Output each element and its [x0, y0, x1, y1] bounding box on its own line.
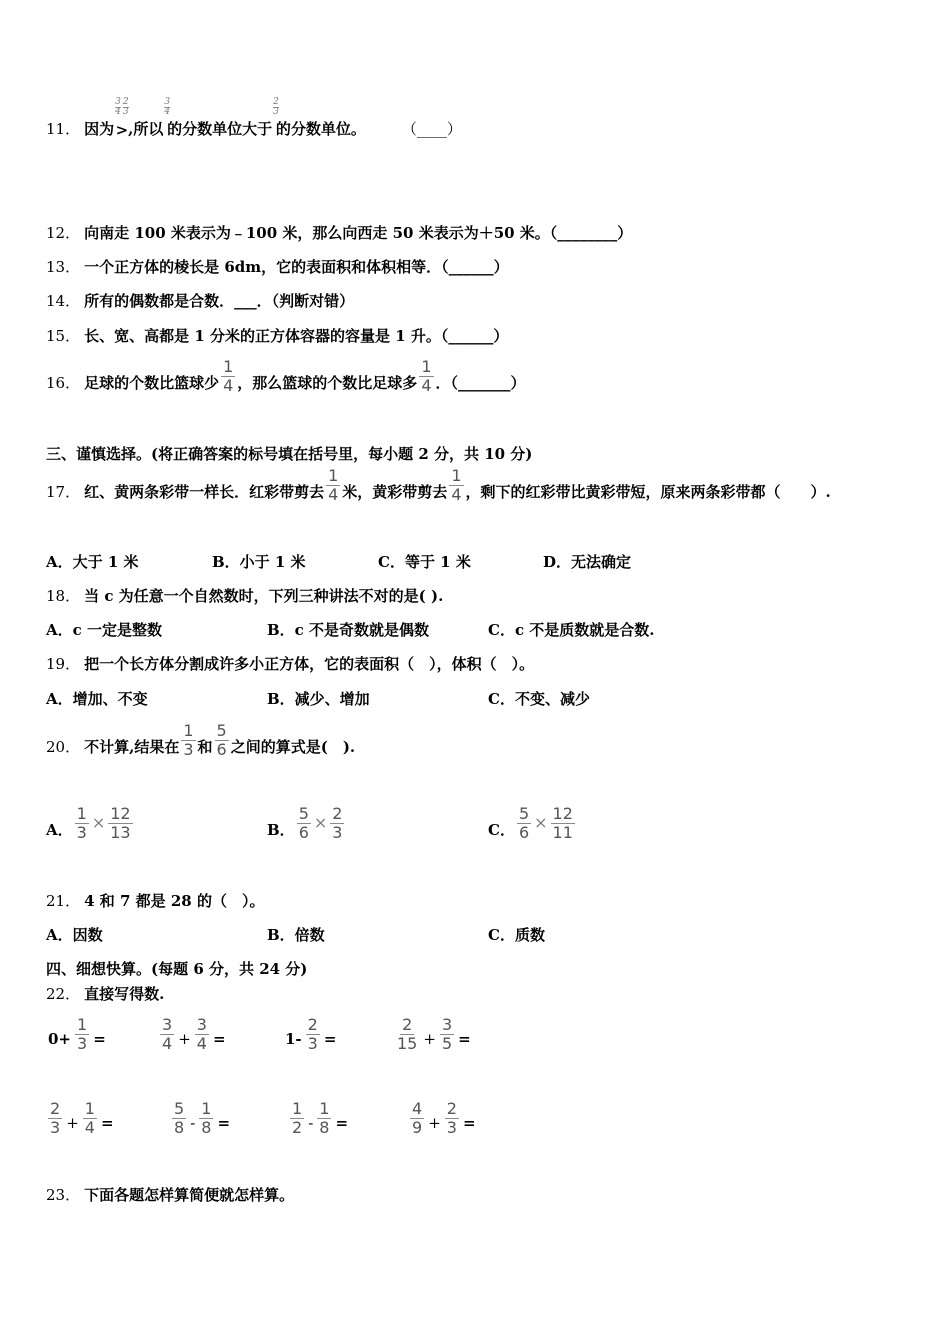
question-20 [46, 722, 355, 759]
fraction: $\frac{3}{4}$ [115, 97, 121, 117]
fraction: $\frac{2}{3}$ [273, 97, 279, 117]
option-d[interactable]: D．无法确定 [543, 553, 632, 571]
option-label: B． [267, 821, 295, 839]
q11-text-1: 因为 [84, 120, 115, 138]
q16-text-2: ，那么篮球的个数比足球多 [237, 374, 418, 392]
fraction: $\frac{1}{2}$ [292, 1099, 303, 1137]
option-c[interactable]: C．c 不是质数就是合数. [488, 621, 655, 639]
option-a[interactable]: A．因数 [46, 926, 103, 944]
fraction: $\frac{1}{3}$ [183, 721, 194, 759]
fraction: $\frac{1}{8}$ [319, 1099, 330, 1137]
option-b[interactable]: B．c 不是奇数就是偶数 [267, 621, 430, 639]
option-c[interactable]: C．质数 [488, 926, 545, 944]
q17-text-3: ，剩下的红彩带比黄彩带短，原来两条彩带都（ ）. [465, 483, 831, 501]
fraction: $\frac{3}{4}$ [196, 1015, 207, 1053]
equals-sign: = [462, 1114, 476, 1132]
fraction: $\frac{5}{6}$ [216, 721, 227, 759]
option-c[interactable]: C．不变、减少 [488, 690, 590, 708]
q20-text-2: 和 [197, 738, 213, 756]
question-number: 21． [46, 892, 81, 910]
question-number: 15． [46, 327, 81, 345]
fraction: $\frac{1}{4}$ [84, 1099, 95, 1137]
calc-prefix: 0+ [48, 1030, 72, 1048]
q20-text-1: 不计算,结果在 [84, 738, 180, 756]
fraction: $\frac{12}{13}$ [110, 804, 131, 842]
equals-sign: = [93, 1030, 106, 1048]
question-number: 22． [46, 985, 81, 1003]
question-text: 直接写得数. [84, 985, 165, 1003]
fraction: $\frac{2}{3}$ [50, 1099, 61, 1137]
times-sign: × [313, 813, 328, 832]
option-a[interactable] [46, 805, 135, 842]
option-label: A． [46, 821, 73, 839]
calc-item [170, 1100, 232, 1137]
question-12 [46, 222, 632, 243]
calc-item [46, 1016, 108, 1053]
question-18 [46, 585, 443, 606]
option-b[interactable]: B．减少、增加 [267, 690, 370, 708]
question-number: 19． [46, 655, 81, 673]
section-heading-4: 四、细想快算。(每题 6 分，共 24 分) [46, 960, 308, 978]
option-c[interactable] [488, 805, 577, 842]
question-text: 下面各题怎样算简便就怎样算。 [84, 1186, 295, 1204]
fraction: $\frac{2}{3}$ [307, 1015, 318, 1053]
equals-sign: = [217, 1114, 231, 1132]
q11-text-2: > [115, 121, 129, 139]
operator: - [308, 1114, 314, 1132]
operator: + [428, 1114, 441, 1132]
question-number: 17． [46, 483, 81, 501]
fraction: $\frac{2}{3}$ [122, 97, 129, 117]
operator: + [178, 1030, 191, 1048]
fraction: $\frac{2}{15}$ [397, 1015, 418, 1053]
fraction: $\frac{3}{5}$ [441, 1015, 453, 1053]
question-number: 13． [46, 258, 81, 276]
fraction: $\frac{1}{4}$ [223, 357, 234, 395]
question-text: 4 和 7 都是 28 的（ ）。 [84, 892, 265, 910]
question-text: 当 c 为任意一个自然数时，下列三种讲法不对的是( ). [84, 587, 444, 605]
question-19 [46, 653, 534, 674]
q11-text-5: 的分数单位。 [275, 120, 366, 138]
calc-prefix: 1- [285, 1030, 302, 1048]
question-number: 20． [46, 738, 81, 756]
q11-text-4: 的分数单位大于 [167, 120, 273, 138]
question-11 [46, 97, 462, 139]
option-b[interactable]: B．小于 1 米 [212, 553, 306, 571]
question-number: 12． [46, 224, 81, 242]
q16-text-1: 足球的个数比篮球少 [84, 374, 220, 392]
equals-sign: = [335, 1114, 349, 1132]
question-number: 14． [46, 292, 81, 310]
question-23 [46, 1184, 294, 1205]
q17-text-1: 红、黄两条彩带一样长．红彩带剪去 [84, 483, 325, 501]
q17-text-2: 米，黄彩带剪去 [342, 483, 448, 501]
q11-text-3: ,所以 [128, 120, 164, 138]
fraction: $\frac{2}{3}$ [446, 1099, 457, 1137]
calc-item [393, 1016, 473, 1053]
fraction: $\frac{4}{9}$ [412, 1099, 423, 1137]
option-c[interactable]: C．等于 1 米 [378, 553, 471, 571]
calc-item [158, 1016, 228, 1053]
q16-text-3: ．（_______） [435, 374, 526, 392]
question-text: 向南走 100 米表示为﹣100 米，那么向西走 50 米表示为＋50 米。（________） [84, 224, 633, 242]
question-number: 11． [46, 120, 81, 138]
equals-sign: = [212, 1030, 226, 1048]
question-15 [46, 325, 508, 346]
fraction: $\frac{3}{4}$ [164, 97, 171, 117]
fraction: $\frac{2}{3}$ [332, 804, 343, 842]
option-b[interactable]: B．倍数 [267, 926, 325, 944]
fraction: $\frac{1}{4}$ [328, 466, 339, 504]
fraction: $\frac{1}{8}$ [201, 1099, 212, 1137]
option-a[interactable]: A．大于 1 米 [46, 553, 139, 571]
fraction: $\frac{1}{3}$ [76, 804, 87, 842]
question-number: 23． [46, 1186, 81, 1204]
calc-item [408, 1100, 478, 1137]
question-14 [46, 290, 354, 311]
answer-blank[interactable]: （____） [401, 120, 462, 138]
times-sign: × [534, 813, 548, 832]
fraction: $\frac{3}{4}$ [162, 1015, 173, 1053]
times-sign: × [91, 813, 106, 832]
question-22 [46, 983, 164, 1004]
calc-item [283, 1016, 338, 1053]
calc-item [288, 1100, 350, 1137]
question-text: 长、宽、高都是 1 分米的正方体容器的容量是 1 升。（______） [84, 327, 509, 345]
question-21 [46, 890, 264, 911]
calc-item [46, 1100, 116, 1137]
question-text: 所有的偶数都是合数．___．（判断对错） [84, 292, 355, 310]
question-number: 18． [46, 587, 81, 605]
fraction: $\frac{1}{3}$ [77, 1015, 88, 1053]
option-label: C． [488, 821, 515, 839]
q20-text-3: 之间的算式是( ). [230, 738, 356, 756]
fraction: $\frac{5}{8}$ [174, 1099, 185, 1137]
fraction: $\frac{1}{4}$ [421, 357, 432, 395]
operator: - [190, 1114, 196, 1132]
fraction: $\frac{1}{4}$ [451, 466, 462, 504]
question-number: 16． [46, 374, 81, 392]
section-heading-3: 三、谨慎选择。(将正确答案的标号填在括号里，每小题 2 分，共 10 分) [46, 445, 533, 463]
question-16 [46, 358, 526, 395]
operator: + [423, 1030, 436, 1048]
fraction: $\frac{12}{11}$ [552, 804, 573, 842]
fraction: $\frac{5}{6}$ [298, 804, 309, 842]
option-b[interactable] [267, 805, 346, 842]
question-13 [46, 256, 509, 277]
option-a[interactable]: A．c 一定是整数 [46, 621, 162, 639]
fraction: $\frac{5}{6}$ [518, 804, 530, 842]
equals-sign: = [100, 1114, 114, 1132]
question-text: 一个正方体的棱长是 6dm，它的表面积和体积相等．（______） [84, 258, 509, 276]
question-17 [46, 467, 831, 504]
question-text: 把一个长方体分割成许多小正方体，它的表面积（ ），体积（ ）。 [84, 655, 535, 673]
equals-sign: = [323, 1030, 337, 1048]
operator: + [66, 1114, 79, 1132]
option-a[interactable]: A．增加、不变 [46, 690, 148, 708]
equals-sign: = [458, 1030, 471, 1048]
